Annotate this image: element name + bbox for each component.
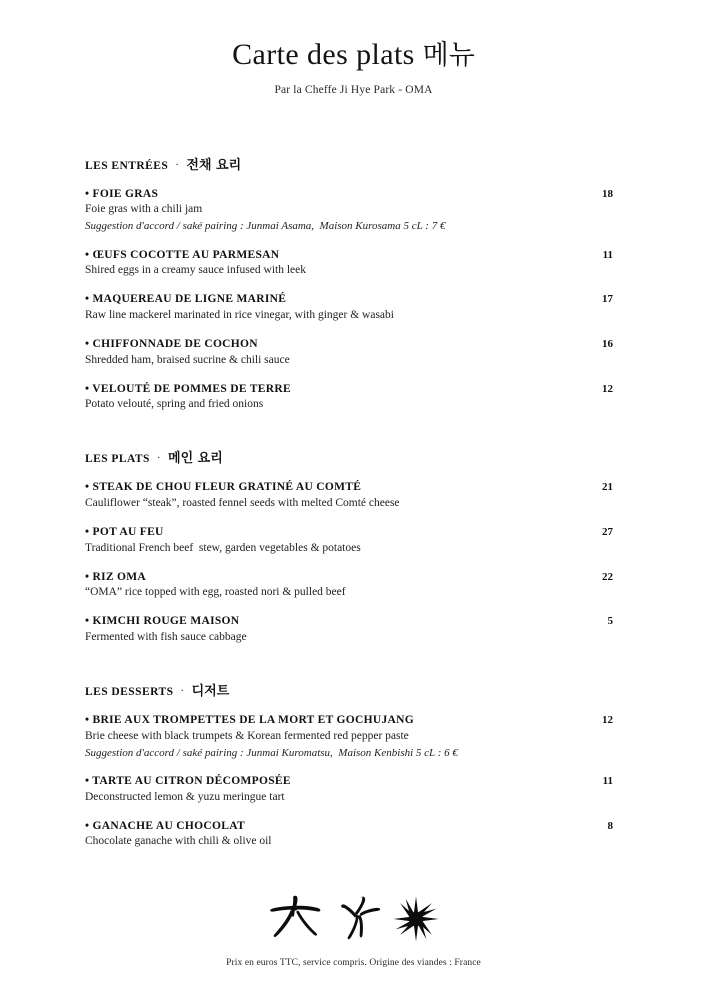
menu-item-description: Shredded ham, braised sucrine & chili sauce bbox=[85, 353, 290, 366]
menu-item-head bbox=[85, 188, 613, 200]
menu-item bbox=[85, 714, 613, 760]
menu-item-name: • TARTE AU CITRON DÉCOMPOSÉE bbox=[85, 775, 291, 788]
menu-item-description: Cauliflower “steak”, roasted fennel seeds with melted Comté cheese bbox=[85, 496, 400, 509]
menu-item-description: “OMA” rice topped with egg, roasted nori & pulled beef bbox=[85, 586, 346, 599]
footer-note: Prix en euros TTC, service compris. Origine des viandes : France bbox=[226, 958, 481, 968]
section-title-separator: · bbox=[149, 453, 169, 465]
menu-item bbox=[85, 615, 613, 645]
menu-item-price: 17 bbox=[602, 293, 613, 306]
menu-item-description: Shired eggs in a creamy sauce infused with leek bbox=[85, 264, 306, 277]
menu-item-name: • RIZ OMA bbox=[85, 570, 147, 583]
menu-item-head bbox=[85, 249, 613, 261]
menu-item-description: Fermented with fish sauce cabbage bbox=[85, 630, 247, 643]
menu-item-description: Potato velouté, spring and fried onions bbox=[85, 398, 264, 411]
menu-item-price: 16 bbox=[602, 338, 613, 351]
page-title bbox=[0, 38, 707, 73]
restaurant-logo bbox=[0, 886, 707, 942]
menu-item bbox=[85, 293, 613, 323]
menu-item-head bbox=[85, 293, 613, 305]
brush-stroke-glyph bbox=[331, 894, 383, 942]
menu-item-price: 12 bbox=[602, 714, 613, 727]
menu-item-price: 8 bbox=[607, 819, 613, 832]
menu-header bbox=[0, 0, 707, 96]
menu-item bbox=[85, 383, 613, 413]
menu-item bbox=[85, 481, 613, 511]
menu-item-description: Deconstructed lemon & yuzu meringue tart bbox=[85, 790, 285, 803]
section-title-separator: · bbox=[173, 686, 192, 698]
menu-item-description: Traditional French beef stew, garden vegetables & potatoes bbox=[85, 541, 361, 554]
menu-item-head bbox=[85, 714, 613, 726]
menu-item-name: • CHIFFONNADE DE COCHON bbox=[85, 338, 258, 351]
menu-item-price: 21 bbox=[602, 481, 613, 494]
menu-item bbox=[85, 526, 613, 556]
menu-item-name: • BRIE AUX TROMPETTES DE LA MORT ET GOCHUJANG bbox=[85, 714, 414, 727]
menu-item bbox=[85, 775, 613, 805]
menu-footer bbox=[0, 886, 707, 968]
menu-item-head bbox=[85, 820, 613, 832]
menu-item-price: 11 bbox=[602, 775, 613, 788]
section-title-desserts bbox=[85, 680, 613, 699]
menu-item-price: 11 bbox=[602, 248, 613, 261]
menu-item-name: • ŒUFS COCOTTE AU PARMESAN bbox=[85, 248, 280, 261]
menu-item-head bbox=[85, 338, 613, 350]
menu-item-description: Foie gras with a chili jam bbox=[85, 203, 203, 215]
menu-item bbox=[85, 338, 613, 368]
menu-item-pairing: Suggestion d'accord / saké pairing : Junmai Asama, Maison Kurosama 5 cL : 7 € bbox=[85, 220, 446, 233]
section-title-plats bbox=[85, 447, 613, 466]
section-gap bbox=[85, 666, 613, 680]
menu-item-description: Brie cheese with black trumpets & Korean fermented red pepper paste bbox=[85, 729, 409, 742]
section-title-french: LES PLATS bbox=[85, 453, 150, 466]
menu-item bbox=[85, 820, 613, 850]
menu-item-price: 12 bbox=[602, 382, 613, 395]
section-title-separator: · bbox=[168, 159, 187, 171]
section-title-french: LES DESSERTS bbox=[85, 686, 174, 699]
menu-item-pairing: Suggestion d'accord / saké pairing : Junmai Kuromatsu, Maison Kenbishi 5 cL : 6 € bbox=[85, 746, 458, 759]
menu-item-description: Raw line mackerel marinated in rice vinegar, with ginger & wasabi bbox=[85, 308, 394, 321]
menu-item-price: 5 bbox=[607, 615, 613, 628]
menu-item-head bbox=[85, 383, 613, 395]
menu-item-price: 18 bbox=[602, 187, 613, 200]
page-title-korean: 메뉴 bbox=[422, 40, 475, 71]
menu-item bbox=[85, 249, 613, 279]
section-plats bbox=[85, 447, 613, 645]
brush-dae-glyph bbox=[269, 894, 321, 942]
menu-item-head bbox=[85, 571, 613, 583]
menu-item-name: • GANACHE AU CHOCOLAT bbox=[85, 819, 245, 832]
menu-item-head bbox=[85, 526, 613, 538]
section-desserts bbox=[85, 680, 613, 850]
menu-item-name: • KIMCHI ROUGE MAISON bbox=[85, 615, 240, 628]
menu-item-head bbox=[85, 481, 613, 493]
section-title-korean: 메인 요리 bbox=[168, 451, 223, 467]
menu-item-name: • STEAK DE CHOU FLEUR GRATINÉ AU COMTÉ bbox=[85, 481, 362, 494]
section-title-korean: 디저트 bbox=[191, 684, 230, 700]
menu-item-price: 27 bbox=[602, 526, 613, 539]
section-title-entrees bbox=[85, 154, 613, 173]
menu-item-head bbox=[85, 775, 613, 787]
menu-sections bbox=[0, 154, 707, 850]
page-subtitle: Par la Cheffe Ji Hye Park - OMA bbox=[274, 83, 433, 96]
menu-item bbox=[85, 188, 613, 234]
section-title-french: LES ENTRÉES bbox=[85, 159, 169, 172]
section-title-korean: 전채 요리 bbox=[186, 157, 242, 173]
menu-item-description: Chocolate ganache with chili & olive oil bbox=[85, 835, 272, 848]
menu-item-name: • VELOUTÉ DE POMMES DE TERRE bbox=[85, 382, 291, 395]
page-title-french: Carte des plats bbox=[232, 38, 423, 71]
section-entrees bbox=[85, 154, 613, 413]
menu-item-name: • FOIE GRAS bbox=[85, 187, 159, 200]
menu-item-head bbox=[85, 615, 613, 627]
starburst-glyph bbox=[393, 896, 439, 942]
menu-item-name: • MAQUEREAU DE LIGNE MARINÉ bbox=[85, 293, 287, 306]
menu-item-name: • POT AU FEU bbox=[85, 526, 164, 539]
menu-item bbox=[85, 571, 613, 601]
section-gap bbox=[85, 433, 613, 447]
menu-item-price: 22 bbox=[602, 570, 613, 583]
